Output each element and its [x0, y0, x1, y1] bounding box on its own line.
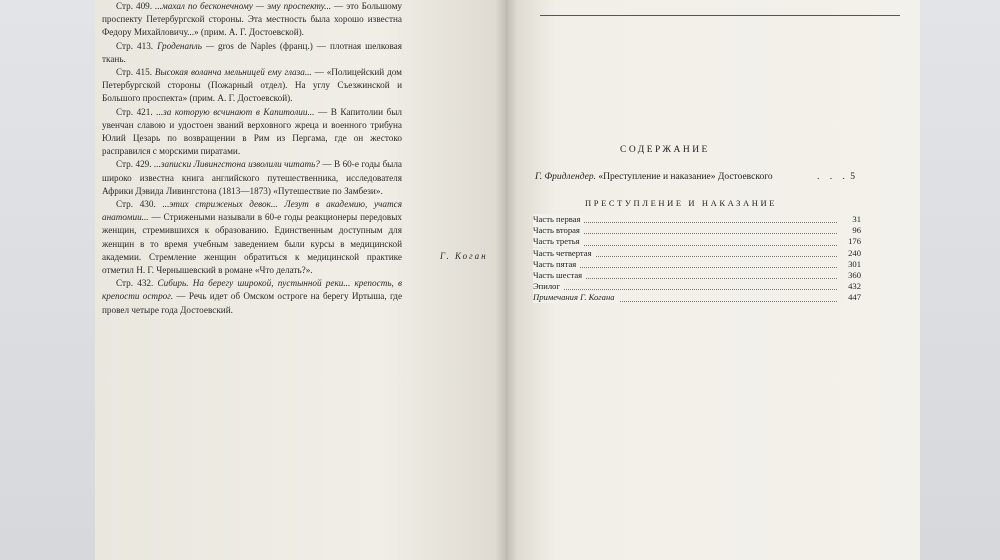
book-gutter [495, 0, 517, 560]
note-paragraph: Стр. 409. ...махал по бесконечному — эму проспекту... — это Большому проспекту Петербургской стороны. Эта местность была хорошо известна Федору Михайловичу...» (прим. А. Г. Достоевской). [102, 1, 403, 38]
toc-row-label: Часть четвертая [533, 248, 596, 259]
note-paragraph: Стр. 413. Гроденапль — gros de Naples (франц.) — плотная шелковая ткань. [102, 40, 402, 64]
toc-row [533, 270, 861, 281]
intro-title: «Преступление и наказание» Достоевского [598, 172, 773, 182]
toc-list [533, 214, 861, 304]
toc-row-label: Эпилог [533, 281, 564, 292]
toc-heading: СОДЕРЖАНИЕ [620, 145, 710, 155]
header-rule [540, 15, 900, 16]
toc-row-page: 301 [845, 259, 861, 270]
intro-page-number: 5 [850, 172, 855, 182]
toc-row-label: Часть вторая [533, 225, 584, 236]
toc-row-page: 96 [849, 225, 861, 236]
notes-signature: Г. Коган [440, 251, 488, 261]
work-title: ПРЕСТУПЛЕНИЕ И НАКАЗАНИЕ [585, 198, 778, 208]
toc-intro-entry [535, 172, 855, 182]
dot-leader [533, 289, 837, 290]
toc-row-page: 432 [845, 281, 861, 292]
toc-row [533, 281, 861, 292]
toc-row-page: 176 [845, 236, 861, 247]
note-paragraph: Стр. 421. ...за которую всчинают в Капитолии... — В Капитолии был увенчан славою и удостоен званий верховного жреца и военного трибуна Юлий Цезарь по возвращении в Рим из Пергама, где он жестоко расправился с морскими пиратами. [102, 106, 402, 157]
toc-row [533, 259, 861, 270]
toc-row-label: Часть первая [533, 214, 584, 225]
toc-row-label: Часть третья [533, 236, 584, 247]
toc-row-label: Часть пятая [533, 259, 580, 270]
toc-row [533, 225, 861, 236]
intro-author: Г. Фридлендер. [535, 172, 596, 182]
toc-row-page: 240 [845, 248, 861, 259]
toc-row-label: Примечания Г. Когана [533, 292, 619, 303]
note-paragraph: Стр. 432. Сибирь. На берегу широкой, пустынной реки... крепость, в крепости острог. — Речь идет об Омском остроге на берегу Иртыша, где провел четыре года Достоевский. [102, 278, 403, 315]
toc-row-page: 360 [845, 270, 861, 281]
toc-row [533, 292, 861, 303]
toc-row-page: 447 [845, 292, 861, 303]
toc-row-label: Часть шестая [533, 270, 586, 281]
toc-row [533, 248, 861, 259]
toc-row [533, 236, 861, 247]
note-paragraph: Стр. 430. ...этих стриженых девок... Лезут в академию, учатся анатомии... — Стрижеными называли в 60-е годы реакционеры передовых женщин, стремившихся к образованию. Единственным доступным для женщин в то время учебным заведением были курсы в медицинской академии. Стремление женщин обратиться к медицинской практике отметил Н. Г. Чернышевский в романе «Что делать?». [102, 199, 402, 276]
notes-column [102, 0, 402, 317]
note-paragraph: Стр. 415. Высокая воланча мельницей ему глаза... — «Полицейский дом Петербургской стороны (Пожарный отдел). На углу Съезжинской и Большого проспекта» (прим. А. Г. Достоевской). [102, 67, 402, 104]
note-paragraph: Стр. 429. ...записки Ливингстона изволили читать? — В 60-е годы была широко известна книга английского путешественника, исследователя Африки Дэвида Ливингстона (1813—1873) «Путешествие по Замбези». [102, 159, 403, 196]
intro-leader: . . . [817, 172, 849, 182]
toc-row-page: 31 [849, 214, 861, 225]
toc-row [533, 214, 861, 225]
